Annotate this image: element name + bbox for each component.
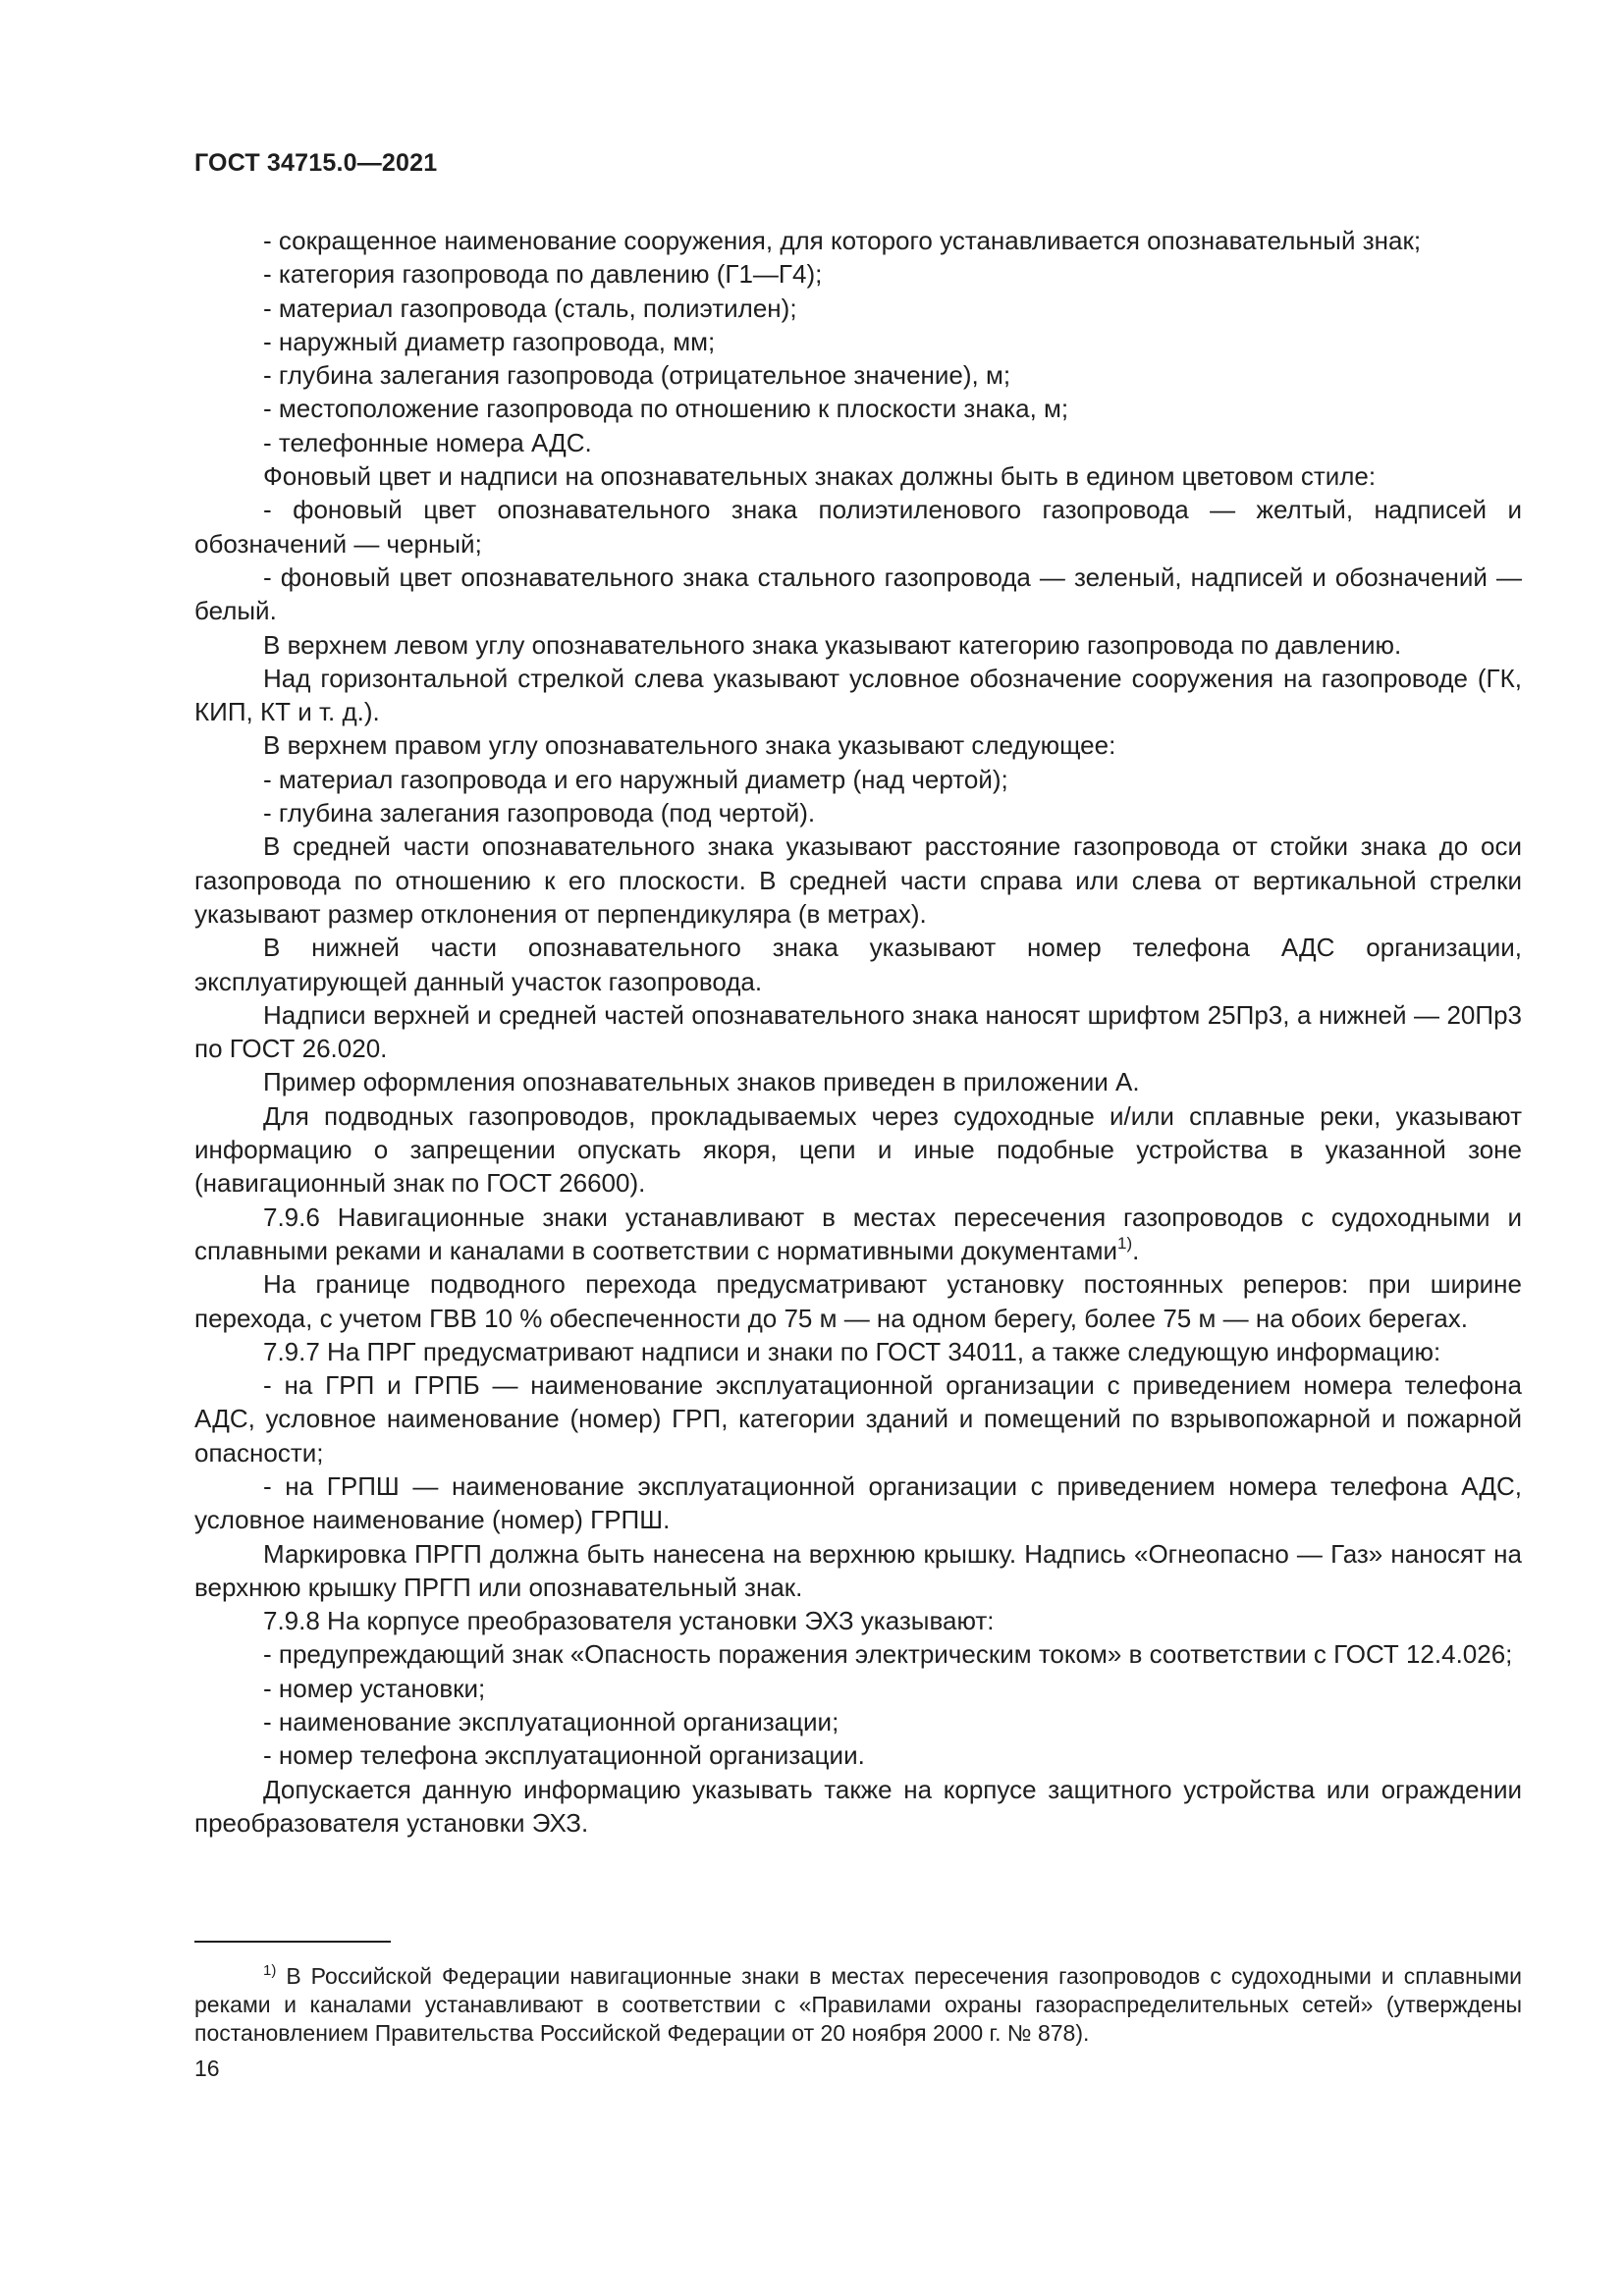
paragraph: Для подводных газопроводов, прокладываемых через судоходные и/или сплавные реки, указывают информацию о запрещении опускать якоря, цепи и иные подобные устройства в указанной зоне (навигационный знак по ГОСТ 26600). — [194, 1100, 1522, 1199]
footnote — [194, 1962, 1522, 2048]
document-header: ГОСТ 34715.0—2021 — [194, 149, 438, 177]
paragraph: 7.9.8 На корпусе преобразователя установки ЭХЗ указывают: — [263, 1606, 995, 1636]
footnote-separator — [194, 1941, 391, 1943]
paragraph: 7.9.7 На ПРГ предусматривают надписи и знаки по ГОСТ 34011, а также следующую информацию: — [263, 1336, 1441, 1366]
footnote-text: В Российской Федерации навигационные знаки в местах пересечения газопроводов с судоходными и сплавными реками и каналами устанавливают в соответствии с «Правилами охраны газораспределительных сетей» (утверждены постановлением Правительства Российской Федерации от 20 ноября 2000 г. № 878). — [194, 1963, 1522, 2046]
paragraph: - предупреждающий знак «Опасность поражения электрическим током» в соответствии с ГОСТ 12.4.026; — [263, 1639, 1513, 1670]
paragraph: - сокращенное наименование сооружения, для которого устанавливается опознавательный знак; — [263, 226, 1422, 255]
paragraph: - материал газопровода и его наружный диаметр (над чертой); — [263, 764, 1008, 794]
paragraph-end: . — [1132, 1235, 1140, 1265]
footnote-marker: 1) — [263, 1962, 277, 1979]
paragraph: Допускается данную информацию указывать также на корпусе защитного устройства или ограждении преобразователя установки ЭХЗ. — [194, 1774, 1522, 1838]
paragraph: - наименование эксплуатационной организации; — [263, 1707, 839, 1737]
paragraph: Надписи верхней и средней частей опознавательного знака наносят шрифтом 25Пр3, а нижней — 20Пр3 по ГОСТ 26.020. — [194, 999, 1522, 1064]
paragraph: - на ГРПШ — наименование эксплуатационной организации с приведением номера телефона АДС, условное наименование (номер) ГРПШ. — [194, 1470, 1522, 1535]
document-body — [194, 224, 1522, 1840]
paragraph: На границе подводного перехода предусматривают установку постоянных реперов: при ширине перехода, с учетом ГВВ 10 % обеспеченности до 75 м — на одном берегу, более 75 м — на обоих берегах. — [194, 1269, 1522, 1333]
paragraph: - номер установки; — [263, 1673, 486, 1703]
paragraph: - номер телефона эксплуатационной организации. — [263, 1740, 865, 1771]
paragraph: Над горизонтальной стрелкой слева указывают условное обозначение сооружения на газопроводе (ГК, КИП, КТ и т. д.). — [194, 663, 1522, 727]
paragraph: - телефонные номера АДС. — [263, 427, 592, 457]
paragraph: - на ГРП и ГРПБ — наименование эксплуатационной организации с приведением номера телефона АДС, условное наименование (номер) ГРП, категории зданий и помещений по взрывопожарной и пожарной опасности; — [194, 1370, 1522, 1468]
paragraph: - фоновый цвет опознавательного знака стального газопровода — зеленый, надписей и обозначений — белый. — [194, 561, 1522, 626]
paragraph-with-footnote-ref — [194, 1201, 1522, 1268]
paragraph: - наружный диаметр газопровода, мм; — [263, 326, 716, 356]
paragraph: В средней части опознавательного знака указывают расстояние газопровода от стойки знака до оси газопровода по отношению к его плоскости. В средней части справа или слева от вертикальной стрелки указывают размер отклонения от перпендикуляра (в метрах). — [194, 831, 1522, 929]
paragraph: Маркировка ПРГП должна быть нанесена на верхнюю крышку. Надпись «Огнеопасно — Газ» наносят на верхнюю крышку ПРГП или опознавательный знак. — [194, 1538, 1522, 1602]
page-number: 16 — [194, 2056, 220, 2081]
footnote-reference: 1) — [1117, 1233, 1133, 1253]
paragraph: - категория газопровода по давлению (Г1—Г4); — [263, 259, 823, 290]
paragraph: - глубина залегания газопровода (отрицательное значение), м; — [263, 360, 1011, 391]
paragraph: Фоновый цвет и надписи на опознавательных знаках должны быть в едином цветовом стиле: — [263, 461, 1377, 492]
paragraph: Пример оформления опознавательных знаков приведен в приложении А. — [263, 1067, 1140, 1097]
paragraph: - глубина залегания газопровода (под чертой). — [263, 798, 816, 828]
paragraph: В верхнем левом углу опознавательного знака указывают категорию газопровода по давлению. — [263, 629, 1402, 660]
paragraph: - местоположение газопровода по отношению к плоскости знака, м; — [263, 394, 1069, 424]
paragraph-text: 7.9.6 Навигационные знаки устанавливают в местах пересечения газопроводов с судоходными и сплавными реками и каналами в соответствии с нормативными документами — [194, 1201, 1522, 1265]
paragraph: В верхнем правом углу опознавательного знака указывают следующее: — [263, 730, 1116, 761]
paragraph: - материал газопровода (сталь, полиэтилен); — [263, 293, 797, 323]
paragraph: В нижней части опознавательного знака указывают номер телефона АДС организации, эксплуатирующей данный участок газопровода. — [194, 933, 1522, 996]
paragraph: - фоновый цвет опознавательного знака полиэтиленового газопровода — желтый, надписей и обозначений — черный; — [194, 495, 1522, 559]
